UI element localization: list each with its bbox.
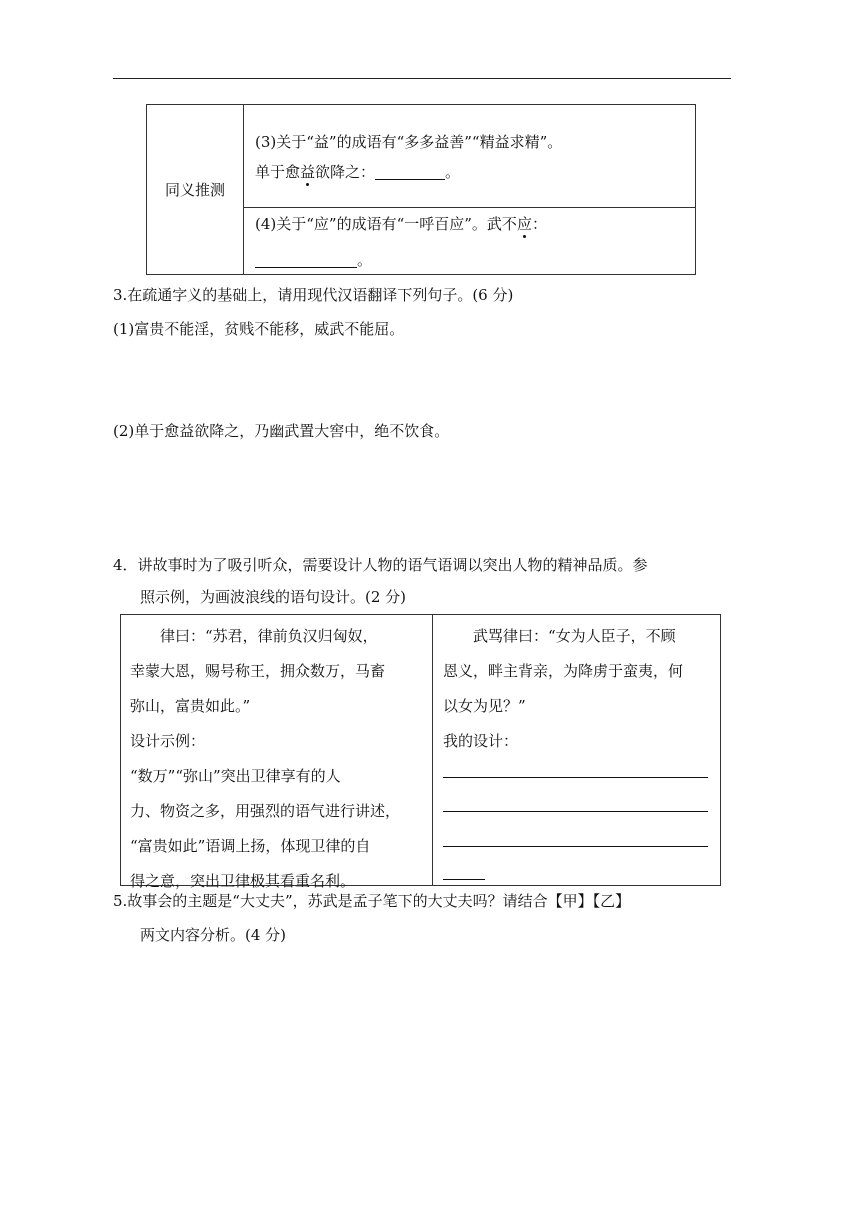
example-line: 得之意，突出卫律极其看重名利。 [130,872,356,890]
answer-blank[interactable] [375,164,445,180]
example-line: 弥山，富贵如此。” [130,697,251,715]
emphasis-dot-char: 益 [300,163,316,181]
text: 单于愈 [255,163,301,181]
example-line: 律曰：“苏君，律前负汉归匈奴， [130,627,378,645]
question-3-item-1: (1)富贵不能淫，贫贱不能移，威武不能屈。 [113,320,405,338]
text: 。 [357,251,373,269]
question-5-line-2: 两文内容分析。(4 分) [140,926,287,944]
answer-blank[interactable] [255,252,357,268]
answer-line[interactable] [443,879,485,880]
example-line: 力、物资之多，用强烈的语气进行讲述， [130,802,401,820]
design-table [120,614,721,890]
item-3-line-2 [255,161,460,182]
example-line: “富贵如此”语调上扬，体现卫律的自 [130,837,371,855]
item-4-line-1 [255,213,547,234]
question-4-title-line-2: 照示例，为画波浪线的语句设计。(2 分) [140,588,407,606]
table-divider [243,105,244,274]
example-cell [130,619,426,899]
question-5-line-1: 5.故事会的主题是“大丈夫”，苏武是孟子笔下的大丈夫吗？请结合【甲】【乙】 [113,892,631,910]
question-3-item-2: (2)单于愈益欲降之，乃幽武置大窖中，绝不饮食。 [113,422,450,440]
answer-line[interactable] [443,777,708,778]
item-4-line-2 [255,249,372,270]
example-line: “数万”“弥山”突出卫律享有的人 [130,767,341,785]
table-divider [432,615,433,885]
design-label: 我的设计： [443,732,519,750]
question-4-title-line-1: 4．讲故事时为了吸引听众，需要设计人物的语气语调以突出人物的精神品质。参 [113,556,648,574]
answer-line[interactable] [443,846,708,847]
item-3-line-1: (3)关于“益”的成语有“多多益善”“精益求精”。 [255,133,563,151]
quote-line: 恩义，畔主背亲，为降虏于蛮夷，何 [443,662,684,680]
answer-cell [443,619,715,759]
example-line: 设计示例： [130,732,206,750]
text: 欲降之： [315,163,376,181]
header-rule [113,78,731,79]
row-label: 同义推测 [164,181,225,199]
synonym-inference-table [146,104,696,275]
answer-line[interactable] [443,811,708,812]
quote-line: 武骂律曰：“女为人臣子，不顾 [443,627,676,645]
emphasis-dot-char: 应 [516,215,532,233]
question-3-title: 3.在疏通字义的基础上，请用现代汉语翻译下列句子。(6 分) [113,286,514,304]
example-line: 幸蒙大恩，赐号称王，拥众数万，马畜 [130,662,386,680]
text: (4)关于“应”的成语有“一呼百应”。武不 [255,215,517,233]
table-divider [243,207,695,208]
quote-line: 以女为见？” [443,697,526,715]
text: 。 [445,163,461,181]
text: ： [531,215,547,233]
